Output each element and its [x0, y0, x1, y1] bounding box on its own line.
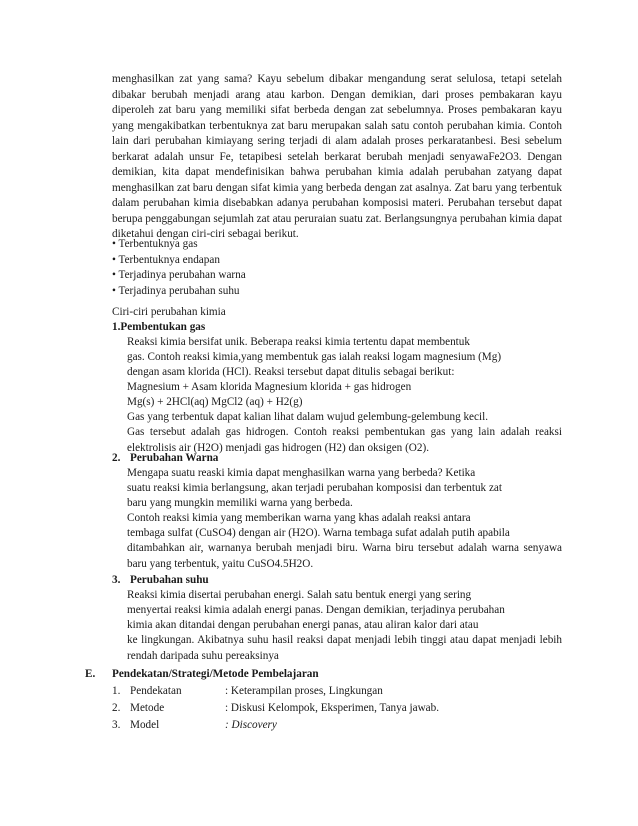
section-heading-gas: 1.Pembentukan gas [112, 321, 206, 333]
text-line: tembaga sulfat (CuSO4) dengan air (H2O). Warna tembaga sufat adalah putih apabila [127, 527, 510, 539]
section-letter: E. [85, 668, 96, 680]
text-line: Reaksi kimia bersifat unik. Beberapa reaksi kimia tertentu dapat membentuk [127, 336, 470, 348]
intro-paragraph: menghasilkan zat yang sama? Kayu sebelum dibakar mengandung serat selulosa, tetapi setelah dibakar berubah menjadi arang atau karbon. Dengan demikian, dari proses pembakaran kayu diperoleh zat baru yang memiliki sifat berbeda dengan zat sebelumnya. Proses pembakaran kayu yang mengakibatkan terbentuknya zat baru merupakan salah satu contoh perubahan kimia. Contoh lain dari perubahan kimiayang sering terjadi di alam adalah proses perkaratanbesi. Besi sebelum berkarat adalah unsur Fe, tetapibesi setelah berkarat berubah menjadi senyawaFe2O3. Dengan demikian, kita dapat mendefinisikan bahwa perubahan kimia adalah perubahan zatyang dapat menghasilkan zat baru dengan sifat kimia yang berbeda dengan zat asalnya. Zat baru yang terbentuk dalam perubahan kimia disebabkan adanya perubahan komposisi materi. Perubahan tersebut dapat berupa penggabungan sejumlah zat atau peruraian suatu zat. Berlangsungnya perubahan kimia dapat diketahui dengan ciri-ciri sebagai berikut. [112, 73, 562, 240]
suhu-closing-paragraph: ke lingkungan. Akibatnya suhu hasil reaksi dapat menjadi lebih tinggi atau dapat menjadi lebih rendah daripada suhu pereaksinya [127, 634, 562, 662]
text-line: Gas yang terbentuk dapat kalian lihat dalam wujud gelembung-gelembung kecil. [127, 411, 488, 423]
section-number: 3. [112, 574, 121, 586]
section-heading-warna: Perubahan Warna [130, 452, 219, 464]
text-line: baru yang mungkin memiliki warna yang berbeda. [127, 497, 353, 509]
row-value: : Discovery [225, 719, 277, 731]
section-heading-suhu: Perubahan suhu [130, 574, 209, 586]
section-e-title: Pendekatan/Strategi/Metode Pembelajaran [112, 668, 319, 680]
ciri-heading: Ciri-ciri perubahan kimia [112, 306, 226, 318]
row-label: Metode [130, 702, 165, 714]
row-number: 3. [112, 719, 121, 731]
text-line: menyertai reaksi kimia adalah energi panas. Dengan demikian, terjadinya perubahan [127, 604, 505, 616]
row-value: : Keterampilan proses, Lingkungan [225, 685, 383, 697]
characteristics-list [112, 237, 562, 299]
row-value: : Diskusi Kelompok, Eksperimen, Tanya jawab. [225, 702, 440, 714]
list-item: • Terbentuknya gas [112, 237, 562, 253]
row-label: Model [130, 719, 160, 731]
text-line: kimia akan ditandai dengan perubahan energi panas, atau aliran kalor dari atau [127, 619, 479, 631]
text-line: Reaksi kimia disertai perubahan energi. Salah satu bentuk energi yang sering [127, 589, 472, 601]
text-line: suatu reaksi kimia berlangsung, akan terjadi perubahan komposisi dan terbentuk zat [127, 482, 502, 494]
list-item: • Terbentuknya endapan [112, 253, 562, 269]
text-line: Mg(s) + 2HCl(aq) MgCl2 (aq) + H2(g) [127, 396, 303, 408]
gas-closing-paragraph: Gas tersebut adalah gas hidrogen. Contoh reaksi pembentukan gas yang lain adalah reaksi elektrolisis air (H2O) menjadi gas hidrogen (H2) dan oksigen (O2). [127, 426, 562, 454]
text-line: gas. Contoh reaksi kimia,yang membentuk gas ialah reaksi logam magnesium (Mg) [127, 351, 502, 363]
text-line: Contoh reaksi kimia yang memberikan warna yang khas adalah reaksi antara [127, 512, 471, 524]
row-number: 2. [112, 702, 121, 714]
list-item: • Terjadinya perubahan warna [112, 268, 562, 284]
text-line: Mengapa suatu reaski kimia dapat menghasilkan warna yang berbeda? Ketika [127, 467, 476, 479]
text-line: Magnesium + Asam klorida Magnesium klorida + gas hidrogen [127, 381, 412, 393]
section-number: 2. [112, 452, 121, 464]
text-line: dengan asam klorida (HCl). Reaksi tersebut dapat ditulis sebagai berikut: [127, 366, 455, 378]
row-label: Pendekatan [130, 685, 182, 697]
row-number: 1. [112, 685, 121, 697]
warna-closing-paragraph: ditambahkan air, warnanya berubah menjadi biru. Warna biru tersebut adalah warna senyawa baru yang terbentuk, yaitu CuSO4.5H2O. [127, 542, 562, 570]
list-item: • Terjadinya perubahan suhu [112, 284, 562, 300]
